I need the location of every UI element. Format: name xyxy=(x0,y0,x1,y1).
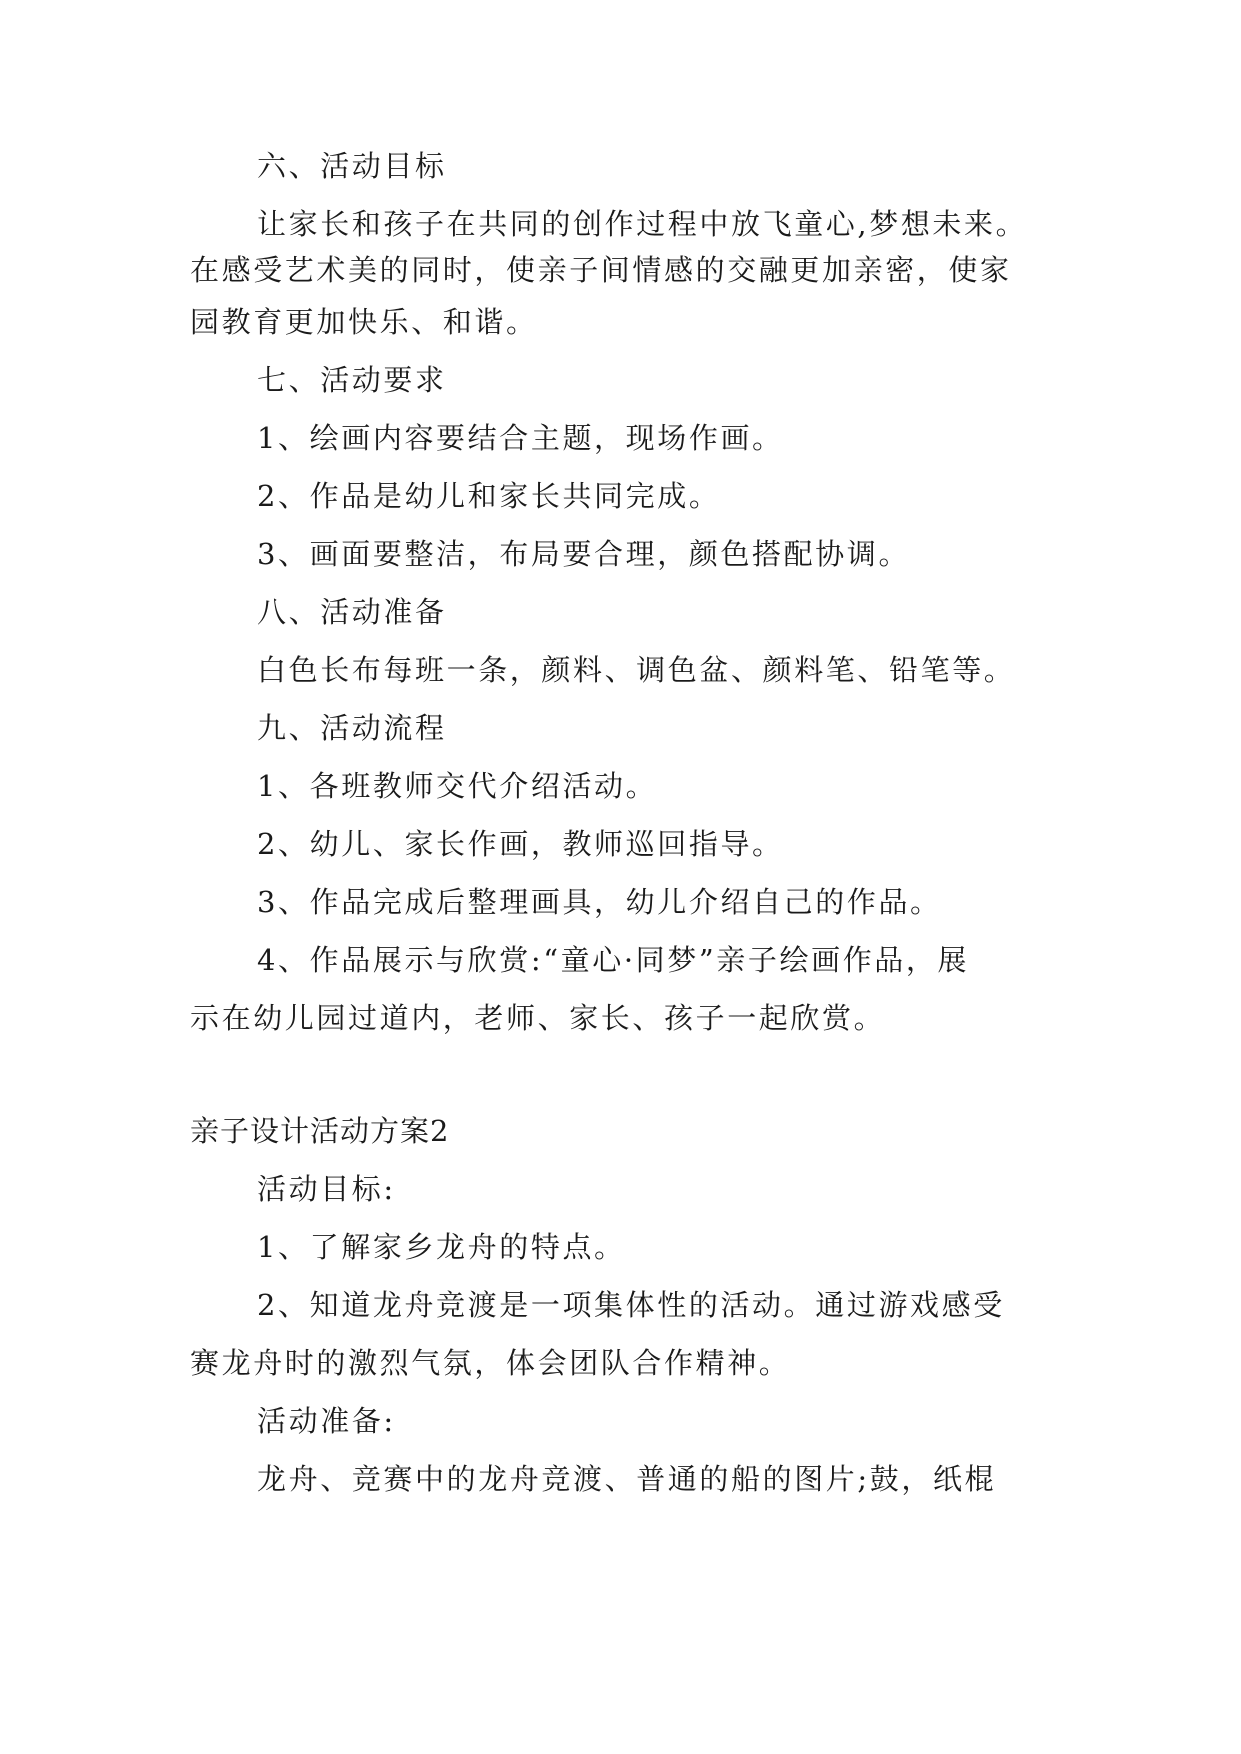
list-item: 4、作品展示与欣赏:“童心·同梦”亲子绘画作品，展 xyxy=(257,943,970,977)
paragraph-line: 让家长和孩子在共同的创作过程中放飞童心,梦想未来。 xyxy=(257,207,1028,241)
section-heading-preparation: 八、活动准备 xyxy=(257,595,447,629)
list-item: 2、知道龙舟竞渡是一项集体性的活动。通过游戏感受 xyxy=(257,1288,1005,1322)
paragraph-line: 在感受艺术美的同时，使亲子间情感的交融更加亲密，使家 xyxy=(190,253,1012,287)
paragraph-line: 白色长布每班一条，颜料、调色盆、颜料笔、铅笔等。 xyxy=(257,653,1016,687)
document-title: 亲子设计活动方案2 xyxy=(190,1114,450,1148)
list-item-continuation: 示在幼儿园过道内，老师、家长、孩子一起欣赏。 xyxy=(190,1001,886,1035)
list-item: 1、绘画内容要结合主题，现场作画。 xyxy=(257,421,784,455)
list-item: 2、幼儿、家长作画，教师巡回指导。 xyxy=(257,827,784,861)
list-item: 1、了解家乡龙舟的特点。 xyxy=(257,1230,626,1264)
list-item-continuation: 赛龙舟时的激烈气氛，体会团队合作精神。 xyxy=(190,1346,791,1380)
section-heading-flow: 九、活动流程 xyxy=(257,711,447,745)
paragraph-line: 园教育更加快乐、和谐。 xyxy=(190,305,538,339)
section-heading-goals: 六、活动目标 xyxy=(257,149,447,183)
section-heading-preparation: 活动准备: xyxy=(257,1404,396,1438)
list-item: 3、画面要整洁，布局要合理，颜色搭配协调。 xyxy=(257,537,911,571)
paragraph-line: 龙舟、竞赛中的龙舟竞渡、普通的船的图片;鼓，纸棍 xyxy=(257,1462,997,1496)
list-item: 1、各班教师交代介绍活动。 xyxy=(257,769,658,803)
section-heading-requirements: 七、活动要求 xyxy=(257,363,447,397)
list-item: 2、作品是幼儿和家长共同完成。 xyxy=(257,479,721,513)
section-heading-goals: 活动目标: xyxy=(257,1172,396,1206)
list-item: 3、作品完成后整理画具，幼儿介绍自己的作品。 xyxy=(257,885,942,919)
